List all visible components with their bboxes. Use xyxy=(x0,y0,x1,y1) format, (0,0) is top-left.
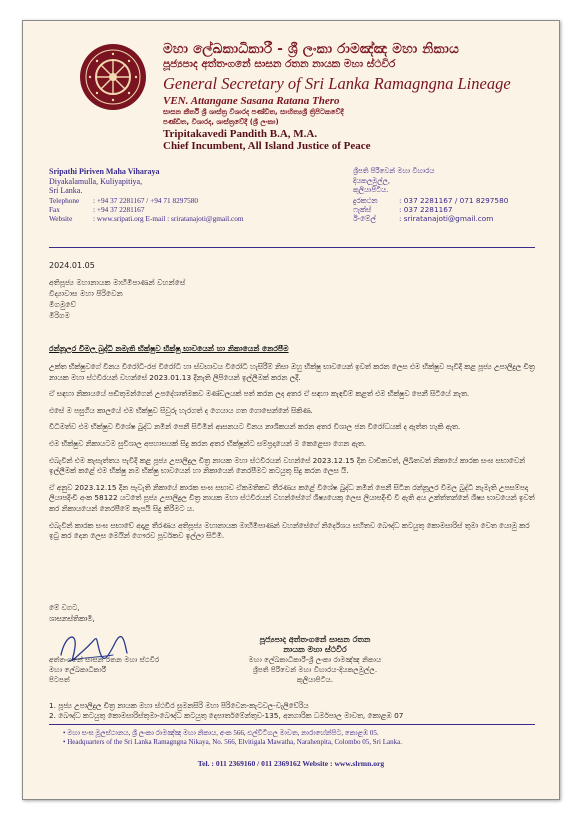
tel-label-si: දුරකථන xyxy=(353,195,378,205)
address-en xyxy=(49,167,246,223)
address-si-name: ශ්‍රීපති පිරිවෙන් මහා විහාරය xyxy=(353,167,435,175)
signer-name: අත්තංගනේ සාසන රතන මහා ස්ථවිර xyxy=(49,655,160,664)
copy-item: 1. පූජ්‍ය උපාලිදුල චිත්‍ර නායක මහා ස්ථවිර සුමනසිරි මහා පිරිවෙන-කැටවල-වැලිවේරිය xyxy=(49,701,309,710)
body-paragraph: ඒ අනුව 2023.12.15 දින පැවැති නිකායේ කාරක සංඝ සභාව ඒකමතිකව තීරණය කළේ විශේෂ බුද්ධ නමින් පෙනී සිටින රන්නූලර විමල බුද්ධි නැමැති උපසම්පදා ලියාපදිංචි අංක 58122 යටතේ පූජ්‍ය උපාලිදුල චිත්‍ර නායක මහා ස්ථවිරයන් වහන්සේගේ ශිෂ්‍යයෙකු ලෙස ලියාපදිංචි වී ඇති අය උක්ත්තන්නේ ශිෂ්‍ය භාවයෙන් ඉවත් කර නිකායයෙන් නෙරපීමේ කැපයි සිදු කිරීමට ය. xyxy=(49,482,535,513)
footer-divider xyxy=(49,724,535,725)
body-paragraph: එබැවින් කාරක සංඝ සභාවේ අදාළ තීරණය අතිපූජ්‍ය මහානායක මාහිමිපාණන් වහන්සේගේ නිර්දේශය සහිතව බෞද්ධ කටයුතු කොමසාරිස් තුමා වෙත යොමු කර ඉටු කර දෙන ලෙස මෙයින් ගෞරව පූර්වකව ඉල්ලා සිටිමි. xyxy=(49,520,530,541)
body-paragraph: එම භික්ෂුව නිකායටම සුවිශාල අපහාසයක් සිදු කරන අතර භික්ෂූන්ට සම්ප්‍රදායෙන් ම කෙළෙසා ගෙන ඇත. xyxy=(49,438,367,448)
stamp-line: පූජ්‍යපාද අත්තංගනේ සාසන රතන xyxy=(259,635,371,644)
fax-label-en: Fax xyxy=(49,204,60,214)
letterhead-subtitle-si: පූජ්‍යපාද අත්තංගනේ සාසන රතන නායක මහා ස්ථවිර xyxy=(163,58,396,70)
copy-item: 2. බෞද්ධ කටයුතු කොමසාරිස්තුමා-බෞද්ධ කටයුතු දෙපාර්තමේන්තුව-135, අනගාරික ධර්මපාල මාවත, කොළඹ 07 xyxy=(49,711,404,720)
stamp-line: නායක මහා ස්ථවිර xyxy=(283,645,347,654)
letter-subject: රන්නූලර විමල බුද්ධි නමැති භික්ෂුව භික්ෂු භාවයෙන් හා නිකායෙන් නෙරපීම xyxy=(49,344,289,353)
body-paragraph: උක්ත භික්ෂුවගේ විනය විරෝධී-රජ විරෝධී හා ස්වභාවය විරෝධී හැසිරීම් නිසා ඔහු භික්ෂු භාවයෙන් ඉවත් කරන ලෙස එම භික්ෂුව පැවිදි කළ පූජ්‍ය උපාලිදුල චිත්‍ර නායක මහා ස්ථවිරයන් වහන්සේ 2023.01.13 දිනැති ලිපියෙන් ඉල්ලීමක් කරන ලදී. xyxy=(49,362,535,382)
body-paragraph: ඒ සඳහා නිකායයේ පඬිතුමන්ගෙන් උපදේශාත්මකව මණ්ඩලයක් පත් කරන ලද අතර ඒ සඳහා කැඳවීම් කළත් එම භික්ෂුව පෙනී සිටියේ නැත. xyxy=(49,389,470,399)
contact-table-en xyxy=(49,196,246,224)
letterhead-degrees-si-1: සාසන කීර්ති ශ්‍රී ශාස්ත්‍ර විශාරද පණ්ඩිත, සාහිත්‍යශ්‍රී ත්‍රිපිටකවේදී xyxy=(163,108,344,116)
email-value-si[interactable]: : sriratanajoti@gmail.com xyxy=(399,214,494,224)
body-paragraph: විධිමත්ව එම භික්ෂුව විශේෂ බුද්ධ නමින් පෙනී සිටීමින් ආසනයට විනය නාශිකයන් කරන අතර විශාල ජන විරෝධයක් ද ඇත්ත හැකි ඇත. xyxy=(49,422,461,432)
email-label-si: ඊ-මේල් xyxy=(353,214,376,224)
address-si-line1: දියකලමුල්ල, xyxy=(353,176,391,185)
footer-address xyxy=(63,729,533,747)
letterhead-title-si: මහා ලේඛකාධිකාරී - ශ්‍රී ලංකා රාමඤ්ඤ මහා නිකාය xyxy=(163,41,459,57)
letterhead xyxy=(163,41,543,152)
header-divider xyxy=(49,247,535,248)
signer-title: මහා ලේඛකාධිකාරී xyxy=(49,665,107,674)
letterhead-tripitaka: Tripitakavedi Pandith B.A, M.A. xyxy=(163,128,318,140)
body-paragraph: එසේ ම පසුගිය කාලයේ එම භික්ෂුව සිවුරු හැරගත් ද ගෙයාය ගත ගොසෙන්නේ සිකිණ. xyxy=(49,405,313,415)
fax-value-si: : 037 2281167 xyxy=(399,204,453,214)
contact-table-si xyxy=(353,196,510,224)
tel-value-si: : 037 2281167 / 071 8297580 xyxy=(399,195,509,205)
recipient-line: අතිපූජ්‍ය මහානායක මාහිමිපාණන් වහන්සේ xyxy=(49,278,186,287)
closing-line: ශාසනස්තිකාමී, xyxy=(49,613,95,623)
footer-contact: Tel. : 011 2369160 / 011 2369162 Website : www.slrmn.org xyxy=(197,759,385,768)
letterhead-degrees-si-2: පණ්ඩිත, විශාරද, ශාස්ත්‍රවේදී (ශ්‍රී ලංකා) xyxy=(163,118,279,126)
signature-left xyxy=(49,655,159,685)
stamp-line: කුලියාපිටිය. xyxy=(296,675,334,684)
closing-block xyxy=(49,603,95,624)
recipient-line: මීරිගම xyxy=(49,311,70,320)
fax-label-si: ෆැක්ස් xyxy=(353,204,372,214)
official-stamp xyxy=(239,635,391,685)
letter-body xyxy=(49,362,539,548)
footer-hq-en: • Headquarters of the Sri Lanka Ramagngna Nikaya, No. 566, Elvitigala Mawatha, Narahenpita, Colombo 05, Sri Lanka. xyxy=(63,738,402,746)
copies-list xyxy=(49,701,403,721)
tel-value-en: : +94 37 2281167 / +94 71 8297580 xyxy=(93,195,199,205)
web-value-en[interactable]: : www.sripati.org E-mail : sriratanajoti@gmail.com xyxy=(93,214,244,224)
closing-line: මේ වගට, xyxy=(49,603,80,612)
address-en-name: Sripathi Piriven Maha Viharaya xyxy=(49,167,160,176)
address-si-line2: කුලියාපිටිය. xyxy=(353,186,389,194)
recipient-block xyxy=(49,277,185,321)
letterhead-ven: VEN. Attangane Sasana Ratana Thero xyxy=(163,95,340,107)
recipient-line: මීගමුවේ xyxy=(49,300,76,309)
dharma-wheel-seal-icon xyxy=(79,43,147,111)
address-en-line2: Sri Lanka. xyxy=(49,186,83,195)
tel-label-en: Telephone xyxy=(49,195,80,205)
letter-page xyxy=(22,20,560,800)
letter-date: 2024.01.05 xyxy=(49,261,95,270)
copies-heading: පිටපත් xyxy=(49,675,70,684)
stamp-line: ශ්‍රීපති පිරිවෙන් මහා විහාරය-දියකලමුල්ල. xyxy=(252,665,378,674)
fax-value-en: : +94 37 2281167 xyxy=(93,204,145,214)
body-paragraph: එබැවින් එම කැසැත්තය පැවිදි කළ පූජ්‍ය උපාලිදුල චිත්‍ර නායක මහා ස්ථවිරයන් වහන්සේ 2023.12.15 දින වාචිකවත්, ලිඛිතවත් නිකායේ කාරක සංඝ සභාවෙන් ඉල්ලීමක් කළේ එම භික්ෂු නම භික්ෂු භාවයෙන් හා නිකායෙන් නෙරපීමට කටයුතු සිදු කරන ලෙස යි. xyxy=(49,455,526,476)
letterhead-title-en: General Secretary of Sri Lanka Ramagngna Lineage xyxy=(163,74,511,93)
address-si xyxy=(353,167,510,223)
stamp-line: මහා ලේඛකාධිකාරී-ශ්‍රී ලංකා රාමඤ්ඤ නිකාය xyxy=(248,655,382,664)
footer-hq-si: • මහා සංඝ මූලස්ථානය, ශ්‍රී ලංකා රාමඤ්ඤ මහා නිකාය, අංක 566, එල්විටිගල මාවත, නාරාහේන්පිට, කොළඹ 05. xyxy=(63,729,379,737)
letterhead-chief: Chief Incumbent, All Island Justice of Peace xyxy=(163,140,371,152)
address-en-line1: Diyakalamulla, Kuliyapitiya, xyxy=(49,176,143,186)
web-label-en: Website xyxy=(49,214,73,224)
recipient-line: විද්‍යාවාස මහා පිරිවෙන xyxy=(49,289,123,298)
